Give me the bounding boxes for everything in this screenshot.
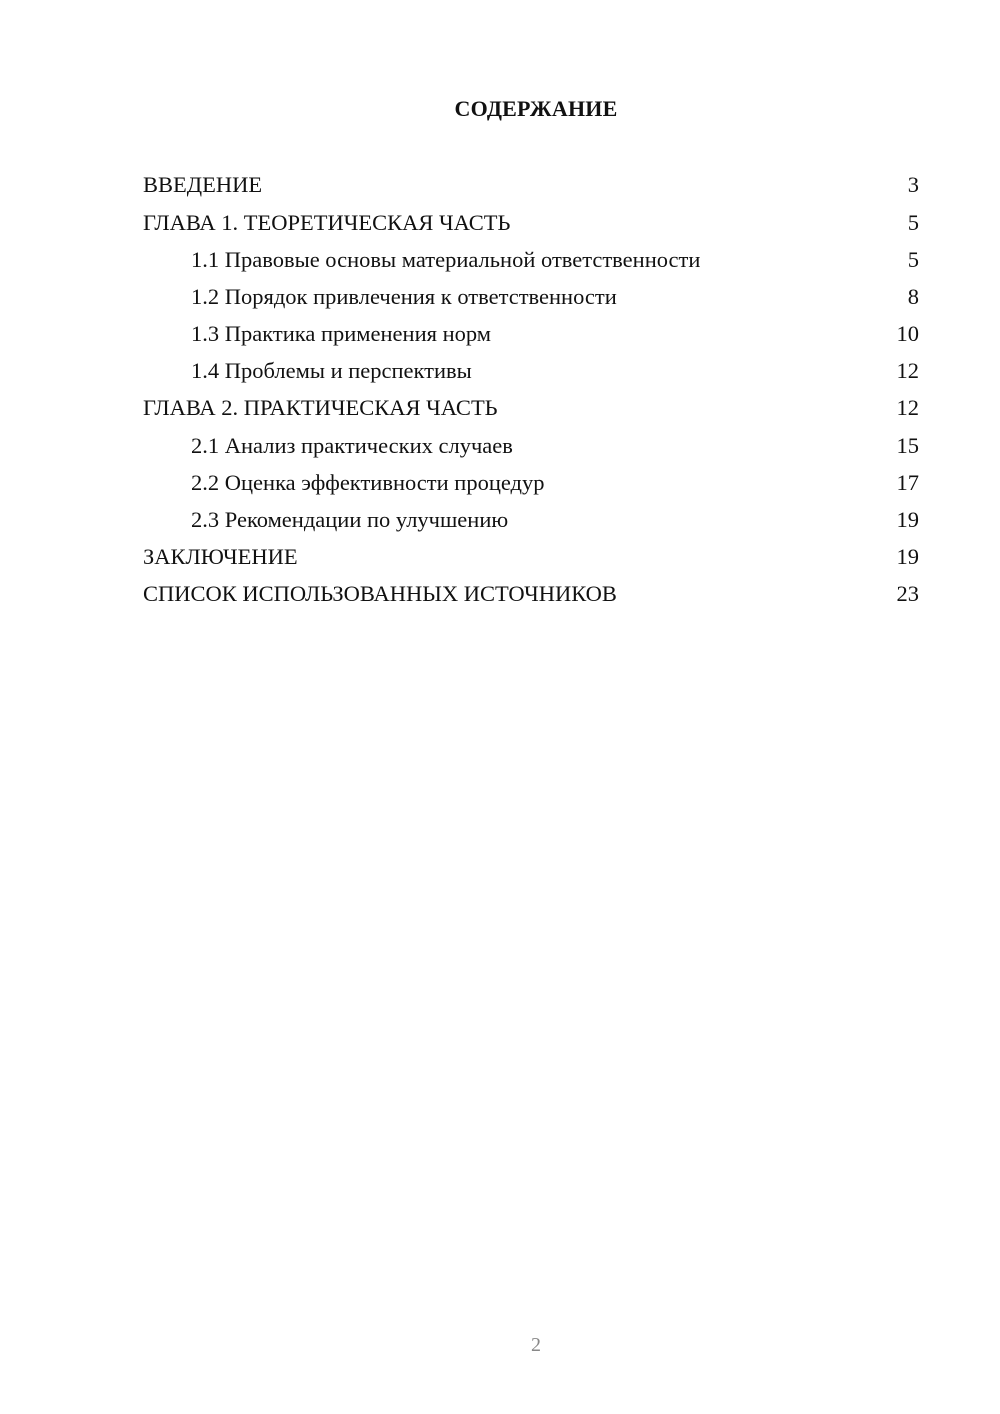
toc-entry-page-number: 19: [896, 544, 919, 570]
toc-entry-chapter-1[interactable]: [143, 204, 919, 241]
toc-entry-conclusion[interactable]: [143, 539, 919, 576]
toc-entry-section-1-2[interactable]: [143, 279, 919, 316]
page-number: 2: [531, 1334, 541, 1356]
toc-entry-section-2-1[interactable]: [143, 427, 919, 464]
toc-entry-label: 2.1 Анализ практических случаев: [191, 432, 513, 458]
toc-entry-page-number: 19: [896, 507, 919, 533]
toc-entry-page-number: 12: [896, 395, 919, 421]
toc-entry-section-1-3[interactable]: [143, 316, 919, 353]
toc-entry-label: 2.2 Оценка эффективности процедур: [191, 469, 545, 495]
toc-entry-label: ГЛАВА 1. ТЕОРЕТИЧЕСКАЯ ЧАСТЬ: [143, 209, 511, 235]
toc-entry-label: ВВЕДЕНИЕ: [143, 172, 263, 198]
toc-entry-page-number: 10: [896, 321, 919, 347]
toc-entry-section-2-2[interactable]: [143, 465, 919, 502]
toc-entry-page-number: 12: [896, 358, 919, 384]
toc-entry-page-number: 8: [907, 283, 919, 309]
page-title: СОДЕРЖАНИЕ: [454, 96, 618, 121]
toc-entry-section-1-4[interactable]: [143, 353, 919, 390]
toc-entry-label: 1.3 Практика применения норм: [191, 321, 492, 347]
toc-entry-label: 1.2 Порядок привлечения к ответственности: [191, 283, 617, 309]
toc-entry-page-number: 5: [907, 209, 919, 235]
toc-entry-label: 2.3 Рекомендации по улучшению: [191, 507, 509, 533]
toc-entry-page-number: 5: [907, 246, 919, 272]
toc-entry-label: 1.4 Проблемы и перспективы: [191, 358, 472, 384]
toc-entry-section-1-1[interactable]: [143, 241, 919, 278]
toc-entry-page-number: 17: [896, 469, 919, 495]
toc-entry-section-2-3[interactable]: [143, 502, 919, 539]
toc-entry-page-number: 23: [896, 581, 919, 607]
toc-entry-references[interactable]: [143, 576, 919, 613]
toc-entry-label: ЗАКЛЮЧЕНИЕ: [143, 544, 298, 570]
toc-entry-chapter-2[interactable]: [143, 390, 919, 427]
toc-entry-label: ГЛАВА 2. ПРАКТИЧЕСКАЯ ЧАСТЬ: [143, 395, 498, 421]
toc-entry-label: 1.1 Правовые основы материальной ответственности: [191, 246, 701, 272]
toc-entry-page-number: 3: [907, 172, 919, 198]
table-of-contents: [143, 167, 919, 613]
toc-entry-page-number: 15: [896, 432, 919, 458]
toc-entry-label: СПИСОК ИСПОЛЬЗОВАННЫХ ИСТОЧНИКОВ: [143, 581, 617, 607]
toc-entry-introduction[interactable]: [143, 167, 919, 204]
